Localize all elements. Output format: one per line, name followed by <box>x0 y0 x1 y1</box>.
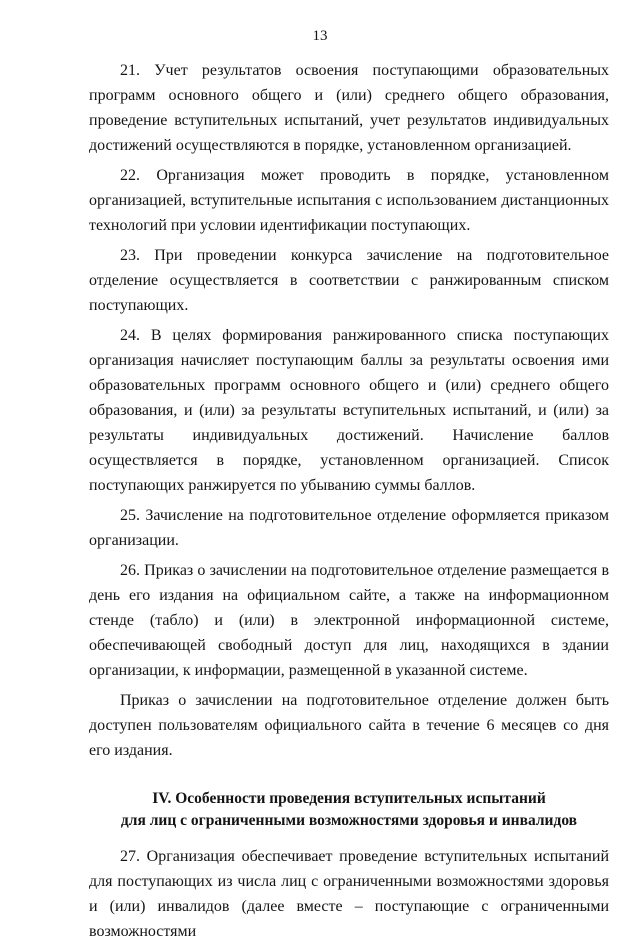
section-heading-line-2: для лиц с ограниченными возможностями здоровья и инвалидов <box>120 812 578 829</box>
paragraph-24: 24. В целях формирования ранжированного списка поступающих организация начисляет поступающим баллы за результаты освоения ими образовательных программ основного общего и (или) среднего общего образования, и (или) за результаты вступительных испытаний, и (или) за результаты индивидуальных достижений. Начисление баллов осуществляется в порядке, установленном организацией. Список поступающих ранжируется по убыванию суммы баллов. <box>89 327 609 494</box>
paragraph-21: 21. Учет результатов освоения поступающими образовательных программ основного общего и (или) среднего общего образования, проведение вступительных испытаний, учет результатов индивидуальных достижений осуществляются в порядке, установленном организацией. <box>89 62 609 154</box>
document-body <box>89 58 609 949</box>
section-heading <box>89 788 609 832</box>
paragraph-26: 26. Приказ о зачислении на подготовительное отделение размещается в день его издания на официальном сайте, а также на информационном стенде (табло) и (или) в электронной информационной системе, обеспечивающей свободный доступ для лиц, находящихся в здании организации, к информации, размещенной в указанной системе. <box>89 562 609 679</box>
section-heading-line-1: IV. Особенности проведения вступительных испытаний <box>152 790 546 807</box>
paragraph-26-continuation: Приказ о зачислении на подготовительное отделение должен быть доступен пользователям официального сайта в течение 6 месяцев со дня его издания. <box>89 692 609 759</box>
paragraph-22: 22. Организация может проводить в порядке, установленном организацией, вступительные испытания с использованием дистанционных технологий при условии идентификации поступающих. <box>89 167 609 234</box>
paragraph-27: 27. Организация обеспечивает проведение вступительных испытаний для поступающих из числа лиц с ограниченными возможностями здоровья и (или) инвалидов (далее вместе – поступающие с ограниченными возможностями <box>89 848 609 940</box>
paragraph-23: 23. При проведении конкурса зачисление на подготовительное отделение осуществляется в соответствии с ранжированным списком поступающих. <box>89 247 609 314</box>
paragraph-25: 25. Зачисление на подготовительное отделение оформляется приказом организации. <box>89 507 609 549</box>
page-number: 13 <box>312 28 328 44</box>
